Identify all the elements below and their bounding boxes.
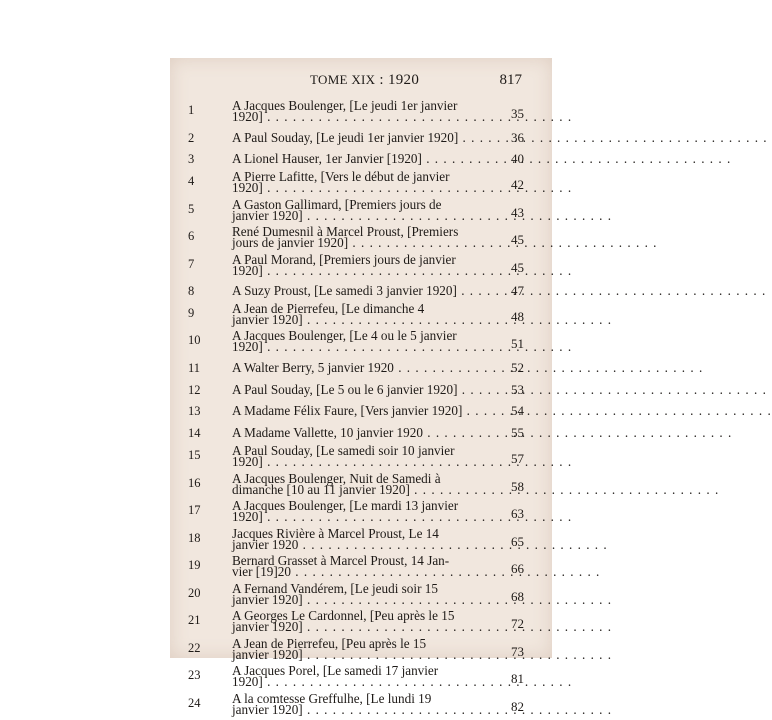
page-number: 817 bbox=[499, 72, 522, 88]
entry-page-number: 73 bbox=[511, 643, 524, 659]
entry-page-number: 63 bbox=[511, 506, 524, 522]
entry-number: 22 bbox=[188, 640, 201, 655]
toc-entry bbox=[188, 470, 524, 501]
entry-page-number: 54 bbox=[511, 403, 524, 419]
toc-entry bbox=[188, 330, 524, 358]
header-year: 1920 bbox=[387, 72, 420, 88]
entry-number: 11 bbox=[188, 360, 201, 375]
entry-title-line-1: A Jacques Boulenger, Nuit de Samedi à bbox=[232, 470, 441, 486]
entry-title-line-2: janvier 1920] . . . bbox=[232, 594, 502, 605]
entry-page-number: 53 bbox=[511, 381, 524, 397]
entry-title-line-1: A Paul Souday, [Le 5 ou le 6 janvier 1920] . . . bbox=[232, 384, 502, 395]
entry-page-number: 81 bbox=[511, 671, 524, 687]
running-head bbox=[310, 72, 419, 89]
entry-page-number: 66 bbox=[511, 561, 524, 577]
toc-entry bbox=[188, 281, 524, 303]
entry-number: 5 bbox=[188, 201, 195, 216]
entry-number: 4 bbox=[188, 174, 195, 189]
entry-page-number: 48 bbox=[511, 308, 524, 324]
entry-title-line-2: janvier 1920] . . . bbox=[232, 621, 502, 632]
entry-title-line-1: A Madame Vallette, 10 janvier 1920 . . . bbox=[232, 427, 502, 438]
entry-title-line-2: janvier 1920] . . . bbox=[232, 314, 502, 325]
entry-number: 20 bbox=[188, 585, 201, 600]
entry-title-line-1: A la comtesse Greffulhe, [Le lundi 19 bbox=[232, 690, 432, 706]
entry-title-line-2: janvier 1920 . . . bbox=[232, 539, 502, 550]
entry-title-line-2: 1920] . . . bbox=[232, 111, 502, 122]
entry-number: 14 bbox=[188, 426, 201, 441]
toc-entry bbox=[188, 555, 524, 583]
table-of-contents bbox=[188, 100, 524, 720]
entry-title-line-1: Jacques Rivière à Marcel Proust, Le 14 bbox=[232, 525, 439, 541]
entry-page-number: 36 bbox=[511, 129, 524, 145]
entry-number: 12 bbox=[188, 382, 201, 397]
entry-title-line-1: A Jacques Porel, [Le samedi 17 janvier bbox=[232, 663, 439, 679]
entry-title-line-1: A Madame Félix Faure, [Vers janvier 1920] . . . bbox=[232, 405, 502, 416]
entry-title-line-1: A Gaston Gallimard, [Premiers jours de bbox=[232, 196, 442, 212]
entry-page-number: 55 bbox=[511, 425, 524, 441]
entry-number: 18 bbox=[188, 530, 201, 545]
entry-title-line-2: jours de janvier 1920] . . . bbox=[232, 237, 502, 248]
toc-entry bbox=[188, 423, 524, 445]
entry-title-line-2: janvier 1920] . . . bbox=[232, 704, 502, 715]
entry-page-number: 43 bbox=[511, 204, 524, 220]
entry-page-number: 65 bbox=[511, 533, 524, 549]
entry-number: 6 bbox=[188, 229, 195, 244]
toc-entry bbox=[188, 525, 524, 556]
toc-entry bbox=[188, 445, 524, 473]
entry-number: 2 bbox=[188, 130, 195, 145]
toc-entry bbox=[188, 401, 524, 423]
entry-title-line-2: 1920] . . . bbox=[232, 511, 502, 522]
book-page bbox=[170, 58, 552, 717]
toc-entry bbox=[188, 300, 524, 331]
toc-entry bbox=[188, 500, 524, 528]
entry-title-line-1: A Paul Morand, [Premiers jours de janvier bbox=[232, 251, 456, 267]
toc-entry bbox=[188, 610, 524, 638]
entry-title-line-2: 1920] . . . bbox=[232, 182, 502, 193]
entry-number: 15 bbox=[188, 448, 201, 463]
entry-number: 24 bbox=[188, 695, 201, 710]
toc-entry bbox=[188, 149, 524, 171]
entry-title-line-2: janvier 1920] . . . bbox=[232, 649, 502, 660]
toc-entry bbox=[188, 690, 524, 720]
entry-number: 17 bbox=[188, 503, 201, 518]
entry-title-line-1: A Jacques Boulenger, [Le 4 ou le 5 janvier bbox=[232, 328, 457, 344]
entry-title-line-2: 1920] . . . bbox=[232, 456, 502, 467]
entry-title-line-1: A Pierre Lafitte, [Vers le début de janvier bbox=[232, 169, 450, 185]
entry-title-line-2: dimanche [10 au 11 janvier 1920] . . . bbox=[232, 484, 502, 495]
entry-title-line-1: A Lionel Hauser, 1er Janvier [1920] . . . bbox=[232, 153, 502, 164]
entry-number: 9 bbox=[188, 305, 195, 320]
entry-title-line-1: A Jean de Pierrefeu, [Le dimanche 4 bbox=[232, 300, 425, 316]
entry-title-line-2: janvier 1920] . . . bbox=[232, 210, 502, 221]
entry-number: 10 bbox=[188, 333, 201, 348]
entry-title-line-1: A Fernand Vandérem, [Le jeudi soir 15 bbox=[232, 580, 438, 596]
toc-entry bbox=[188, 171, 524, 199]
toc-entry bbox=[188, 635, 524, 666]
entry-page-number: 47 bbox=[511, 283, 524, 299]
entry-page-number: 58 bbox=[511, 478, 524, 494]
tome-label: TOME XIX bbox=[310, 72, 376, 87]
entry-title-line-1: A Jean de Pierrefeu, [Peu après le 15 bbox=[232, 635, 427, 651]
entry-page-number: 68 bbox=[511, 588, 524, 604]
page-header bbox=[170, 72, 552, 92]
entry-number: 21 bbox=[188, 613, 201, 628]
entry-title-line-1: A Jacques Boulenger, [Le mardi 13 janvier bbox=[232, 498, 459, 514]
entry-title-line-1: A Jacques Boulenger, [Le jeudi 1er janvier bbox=[232, 98, 458, 113]
entry-title-line-2: 1920] . . . bbox=[232, 341, 502, 352]
entry-page-number: 45 bbox=[511, 259, 524, 275]
entry-title-line-2: 1920] . . . bbox=[232, 265, 502, 276]
entry-title-line-2: vier [19]20 . . . bbox=[232, 566, 502, 577]
entry-page-number: 52 bbox=[511, 359, 524, 375]
entry-number: 3 bbox=[188, 152, 195, 167]
entry-title-line-1: René Dumesnil à Marcel Proust, [Premiers bbox=[232, 224, 459, 240]
entry-page-number: 57 bbox=[511, 451, 524, 467]
toc-entry bbox=[188, 100, 524, 128]
toc-entry bbox=[188, 251, 524, 282]
entry-title-line-1: A Suzy Proust, [Le samedi 3 janvier 1920] . . . bbox=[232, 285, 502, 296]
entry-title-line-1: A Paul Souday, [Le jeudi 1er janvier 1920] . . . bbox=[232, 132, 502, 143]
entry-number: 16 bbox=[188, 475, 201, 490]
toc-entry bbox=[188, 196, 524, 227]
toc-entry bbox=[188, 380, 524, 402]
entry-page-number: 45 bbox=[511, 232, 524, 248]
entry-number: 23 bbox=[188, 668, 201, 683]
entry-page-number: 40 bbox=[511, 151, 524, 167]
entry-title-line-1: A Georges Le Cardonnel, [Peu après le 15 bbox=[232, 608, 455, 624]
entry-number: 19 bbox=[188, 558, 201, 573]
entry-title-line-1: A Paul Souday, [Le samedi soir 10 janvier bbox=[232, 443, 455, 459]
entry-number: 13 bbox=[188, 404, 201, 419]
entry-title-line-1: Bernard Grasset à Marcel Proust, 14 Jan- bbox=[232, 553, 450, 569]
entry-page-number: 82 bbox=[511, 698, 524, 714]
toc-entry bbox=[188, 358, 524, 380]
entry-number: 8 bbox=[188, 284, 195, 299]
entry-page-number: 35 bbox=[511, 106, 524, 121]
toc-entry bbox=[188, 128, 524, 150]
entry-number: 1 bbox=[188, 103, 195, 117]
toc-entry bbox=[188, 226, 524, 254]
entry-page-number: 72 bbox=[511, 616, 524, 632]
entry-page-number: 51 bbox=[511, 336, 524, 352]
entry-number: 7 bbox=[188, 256, 195, 271]
entry-page-number: 42 bbox=[511, 177, 524, 193]
toc-entry bbox=[188, 580, 524, 611]
entry-title-line-1: A Walter Berry, 5 janvier 1920 . . . bbox=[232, 362, 502, 373]
header-separator: : bbox=[379, 72, 384, 88]
entry-title-line-2: 1920] . . . bbox=[232, 676, 502, 687]
toc-entry bbox=[188, 665, 524, 693]
